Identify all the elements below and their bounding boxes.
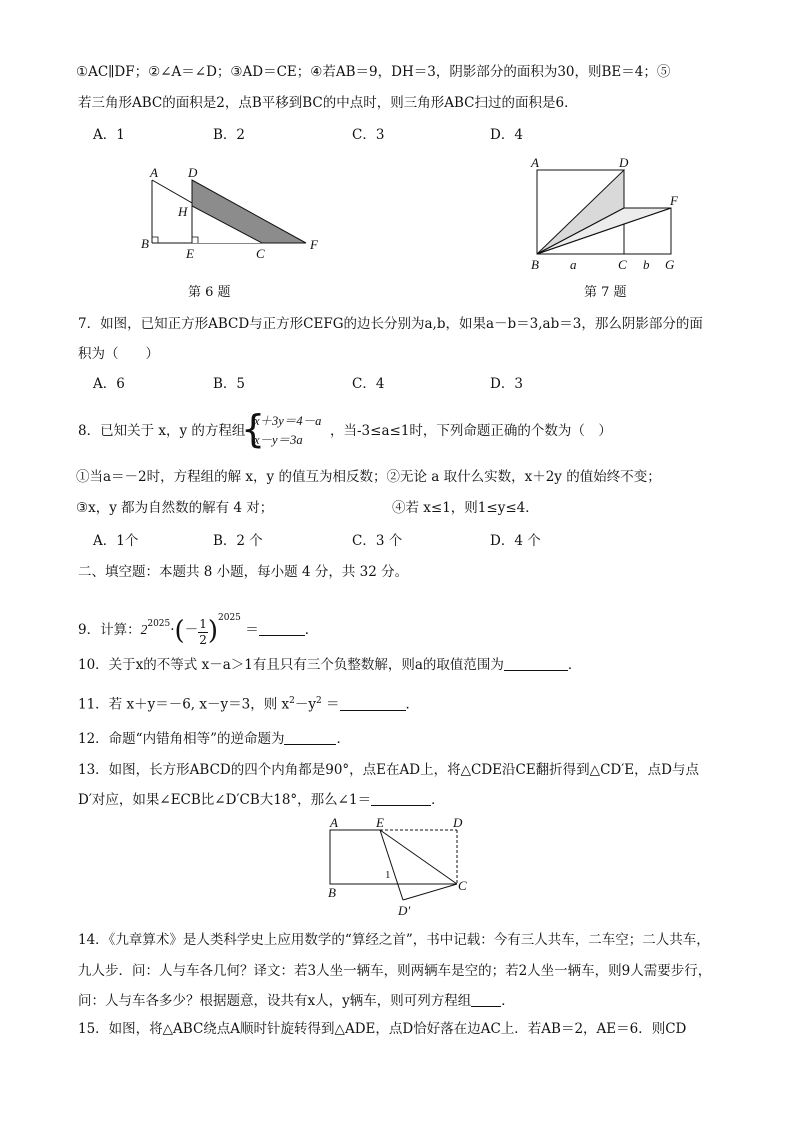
q7-option-d: D．3 xyxy=(490,376,523,392)
q7-line1: 7．如图，已知正方形ABCD与正方形CEFG的边长分别为a,b，如果a－b＝3,ab＝3，那么阴影部分的面 xyxy=(78,316,703,332)
q6-option-d: D．4 xyxy=(490,127,523,143)
q13-line1: 13．如图，长方形ABCD的四个内角都是90°，点E在AD上，将△CDE沿CE翻折得到△CD′E，点D与点 xyxy=(78,762,699,778)
q13-period: ． xyxy=(431,792,445,808)
q7-label-b-side: b xyxy=(643,257,650,272)
q12-text: 12．命题“内错角相等”的逆命题为 xyxy=(78,731,285,747)
q6-label-b: B xyxy=(141,236,149,251)
q6-label-e: E xyxy=(186,246,194,261)
q11-eq: ＝ xyxy=(326,696,340,713)
q14-period: ． xyxy=(501,993,515,1009)
q8-option-a: A．1个 xyxy=(93,533,139,549)
q7-line2: 积为（ ） xyxy=(78,346,159,362)
q11-period: ． xyxy=(405,696,420,713)
q7-label-f: F xyxy=(670,193,678,208)
q9-frac-num: 1 xyxy=(199,617,207,631)
q13-label-a: A xyxy=(330,815,338,830)
q9-period: ． xyxy=(304,622,319,638)
q8-eq1: x＋3y＝4－a xyxy=(254,414,322,428)
q6-label-f: F xyxy=(310,237,318,252)
q7-label-a-side: a xyxy=(570,257,577,272)
q13-label-c: C xyxy=(458,878,467,893)
q7-label-b: B xyxy=(531,257,539,272)
q15-line1: 15．如图，将△ABC绕点A顺时针旋转得到△ADE，点D恰好落在边AC上．若AB＝2，AE＝6．则CD xyxy=(78,1021,687,1037)
q13-label-d-prime: D′ xyxy=(398,903,411,918)
q6-line1: ①AC∥DF；②∠A＝∠D；③AD＝CE；④若AB＝9，DH＝3，阴影部分的面积为30，则BE＝4；⑤ xyxy=(76,64,671,80)
q6-option-b: B．2 xyxy=(213,127,246,143)
q8-prefix: 8．已知关于 x，y 的方程组 xyxy=(78,423,246,439)
q11-mid: －y xyxy=(294,696,316,713)
q9-dot: · xyxy=(170,622,175,638)
q6-line2: 若三角形ABC的面积是2，点B平移到BC的中点时，则三角形ABC扫过的面积是6． xyxy=(78,95,578,111)
q11-prefix: 11．若 x＋y＝－6, x－y＝3，则 x xyxy=(78,696,290,713)
q14-line2: 九人步．问：人与车各几何？译文：若3人坐一辆车，则两辆车是空的；若2人坐一辆车，则9人需要步行， xyxy=(78,963,712,979)
q11-sup1: 2 xyxy=(289,696,295,706)
q7-option-a: A．6 xyxy=(93,376,125,392)
q8-suffix: ，当-3≤a≤1时，下列命题正确的个数为（ ） xyxy=(330,423,612,439)
q14-line3-text: 问：人与车各多少？根据题意，设共有x人，y辆车，则可列方程组 xyxy=(78,993,472,1009)
q9-base: 2 xyxy=(140,622,148,637)
q9-prefix: 9．计算： xyxy=(78,622,141,638)
q6-label-d: D xyxy=(188,165,198,180)
q7-label-d: D xyxy=(619,155,629,170)
q6-option-c: C．3 xyxy=(352,127,385,143)
q10-text: 10．关于x的不等式 x－a＞1有且只有三个负整数解，则a的取值范围为 xyxy=(78,657,504,673)
q14-line1: 14．《九章算术》是人类科学史上应用数学的“算经之首”，书中记载：今有三人共车，二车空；二人共车， xyxy=(78,932,710,948)
q8-line3a: ③x，y 都为自然数的解有 4 对； xyxy=(76,500,274,516)
q13-label-angle-1: 1 xyxy=(385,869,391,881)
q7-figure-caption: 第 7 题 xyxy=(584,285,627,300)
q12-period: ． xyxy=(336,731,350,747)
q8-option-c: C．3 个 xyxy=(352,533,403,549)
q8-brace: { xyxy=(241,407,266,451)
q7-label-g: G xyxy=(665,257,675,272)
q9-frac-sign: － xyxy=(184,622,199,638)
q13-label-b: B xyxy=(328,885,336,900)
q9-eq: ＝ xyxy=(245,622,259,638)
q8-line2: ①当a＝－2时，方程组的解 x，y 的值互为相反数；②无论 a 取什么实数，x＋2y 的值始终不变； xyxy=(76,469,661,485)
q9-exp2: 2025 xyxy=(218,613,241,623)
q14-line3 xyxy=(78,991,515,1011)
section-heading: 二、填空题：本题共 8 小题，每小题 4 分，共 32 分。 xyxy=(78,564,409,580)
q6-label-c: C xyxy=(256,246,265,261)
q13-label-e: E xyxy=(376,815,384,830)
q6-label-h: H xyxy=(178,204,188,219)
q8-option-d: D．4 个 xyxy=(490,533,541,549)
q10-period: ． xyxy=(567,657,582,673)
q6-figure-caption: 第 6 题 xyxy=(188,285,231,300)
q9-exp: 2025 xyxy=(147,619,171,629)
q9-paren-open: ( xyxy=(174,616,185,646)
q9-paren-close: ) xyxy=(207,616,218,646)
q11-sup2: 2 xyxy=(316,696,322,706)
q7-label-c: C xyxy=(618,257,627,272)
q14-answer-blank[interactable] xyxy=(471,992,501,1007)
q7-label-a: A xyxy=(531,155,539,170)
q6-label-a: A xyxy=(150,165,158,180)
q8-line3b: ④若 x≤1，则1≤y≤4． xyxy=(392,500,539,516)
q9-frac-den: 2 xyxy=(199,633,207,647)
q8-option-b: B．2 个 xyxy=(213,533,263,549)
q6-option-a: A．1 xyxy=(93,127,125,143)
q13-line2-text: D′对应，如果∠ECB比∠D′CB大18°，那么∠1＝ xyxy=(78,792,372,808)
q7-option-b: B．5 xyxy=(213,376,246,392)
q8-eq2: x－y＝3a xyxy=(254,433,303,447)
q7-option-c: C．4 xyxy=(352,376,385,392)
q13-label-d: D xyxy=(453,815,463,830)
